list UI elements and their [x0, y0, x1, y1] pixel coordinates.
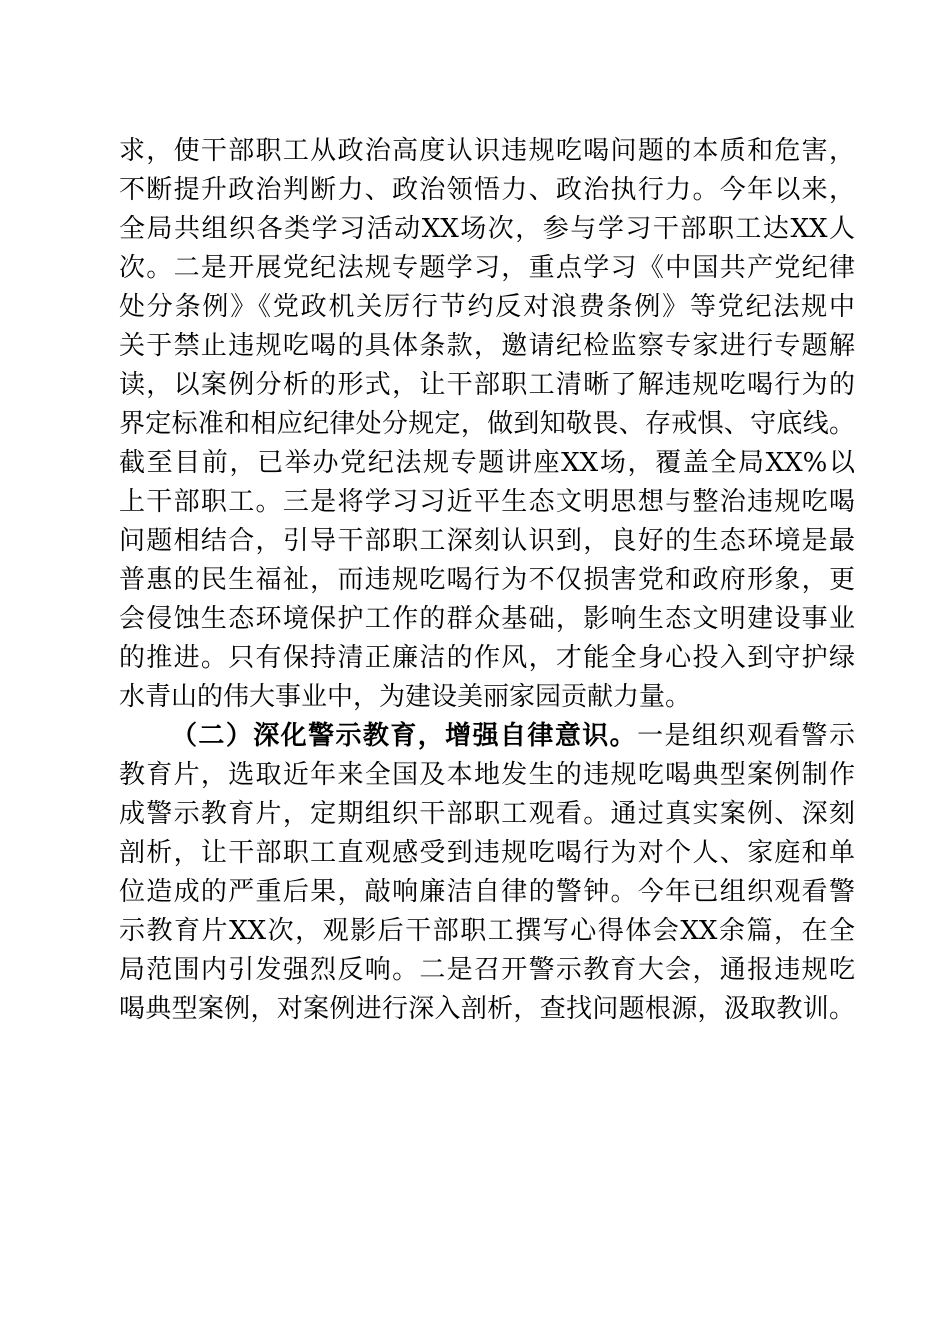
text-run: 一是组织观看警示	[637, 721, 855, 751]
text-line: 全局共组织各类学习活动XX场次，参与学习干部职工达XX人	[119, 214, 855, 244]
text-line: 位造成的严重后果，敲响廉洁自律的警钟。今年已组织观看警	[119, 877, 855, 907]
text-line: 教育片，选取近年来全国及本地发生的违规吃喝典型案例制作	[119, 760, 855, 790]
text-line: 喝典型案例，对案例进行深入剖析，查找问题根源，汲取教训。	[119, 994, 855, 1024]
text-line: 上干部职工。三是将学习习近平生态文明思想与整治违规吃喝	[119, 487, 855, 517]
text-line: 问题相结合，引导干部职工深刻认识到，良好的生态环境是最	[119, 526, 855, 556]
text-line: 剖析，让干部职工直观感受到违规吃喝行为对个人、家庭和单	[119, 838, 855, 868]
section-heading-line	[119, 717, 855, 756]
text-line: 关于禁止违规吃喝的具体条款，邀请纪检监察专家进行专题解	[119, 331, 855, 361]
paragraph-1	[119, 132, 855, 717]
text-line: 成警示教育片，定期组织干部职工观看。通过真实案例、深刻	[119, 799, 855, 829]
text-line: 水青山的伟大事业中，为建设美丽家园贡献力量。	[119, 682, 692, 712]
text-line: 示教育片XX次，观影后干部职工撰写心得体会XX余篇，在全	[119, 916, 855, 946]
section-heading: （二）深化警示教育，增强自律意识。	[171, 721, 638, 751]
paragraph-2	[119, 717, 855, 1029]
text-line: 界定标准和相应纪律处分规定，做到知敬畏、存戒惧、守底线。	[119, 409, 855, 439]
text-line: 读，以案例分析的形式，让干部职工清晰了解违规吃喝行为的	[119, 370, 855, 400]
text-line: 截至目前，已举办党纪法规专题讲座XX场，覆盖全局XX%以	[119, 448, 855, 478]
text-line: 求，使干部职工从政治高度认识违规吃喝问题的本质和危害，	[119, 136, 855, 166]
text-line: 次。二是开展党纪法规专题学习，重点学习《中国共产党纪律	[119, 253, 855, 283]
text-line: 不断提升政治判断力、政治领悟力、政治执行力。今年以来，	[119, 175, 855, 205]
document-body	[119, 132, 855, 1029]
text-line: 普惠的民生福祉，而违规吃喝行为不仅损害党和政府形象，更	[119, 565, 855, 595]
text-line: 的推进。只有保持清正廉洁的作风，才能全身心投入到守护绿	[119, 643, 855, 673]
text-line: 会侵蚀生态环境保护工作的群众基础，影响生态文明建设事业	[119, 604, 855, 634]
text-line: 处分条例》《党政机关厉行节约反对浪费条例》等党纪法规中	[119, 292, 855, 322]
text-line: 局范围内引发强烈反响。二是召开警示教育大会，通报违规吃	[119, 955, 855, 985]
